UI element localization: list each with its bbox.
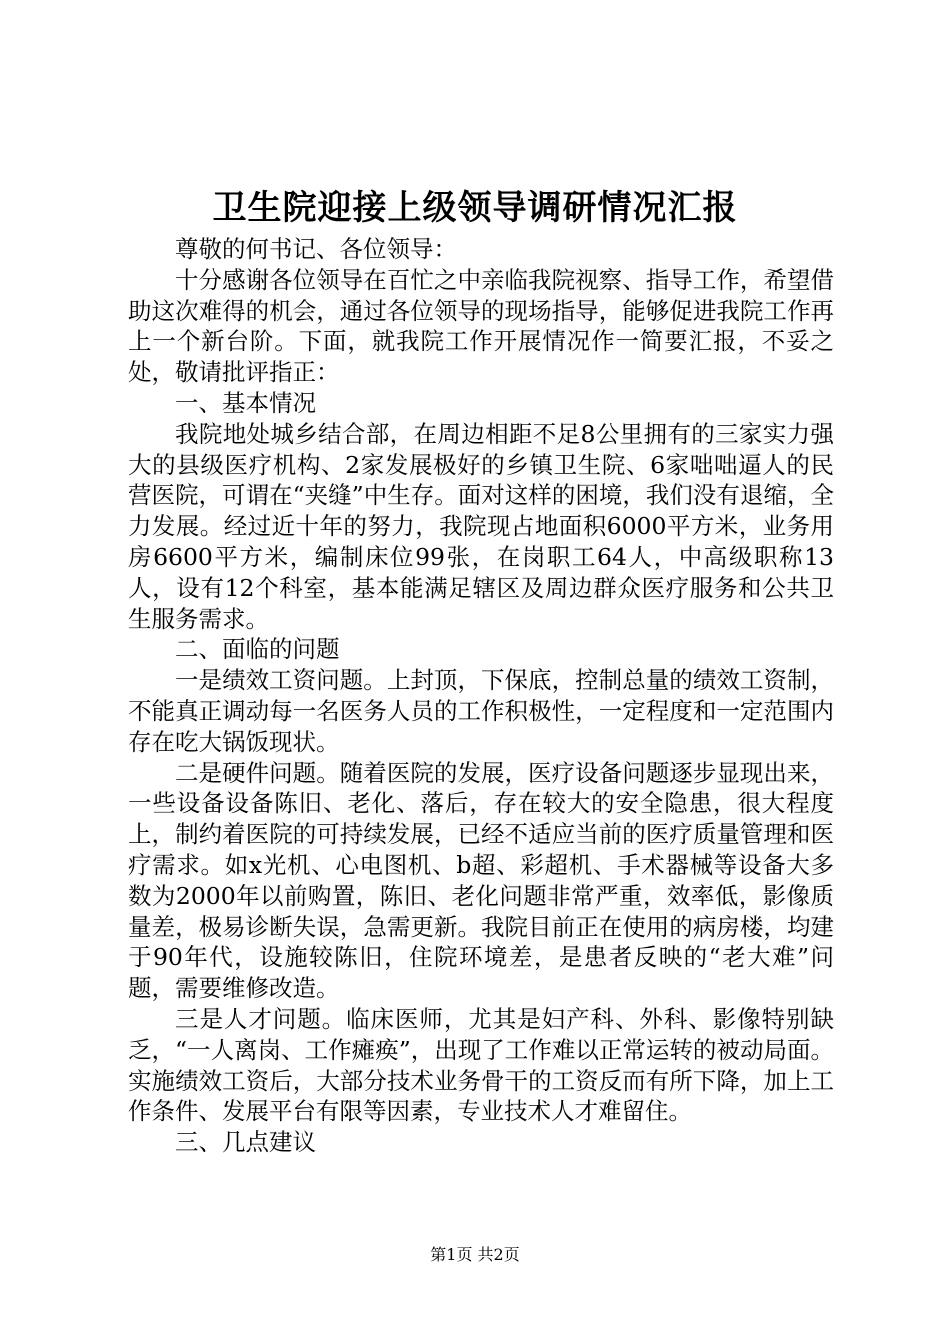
paragraph-intro: 十分感谢各位领导在百忙之中亲临我院视察、指导工作，希望借助这次难得的机会，通过各位领导的现场指导，能够促进我院工作再上一个新台阶。下面，就我院工作开展情况作一简要汇报，不妥之处，敬请批评指正：	[128, 265, 834, 387]
document-body	[128, 234, 834, 1158]
paragraph-problem-salary: 一是绩效工资问题。上封顶，下保底，控制总量的绩效工资制，不能真正调动每一名医务人员的工作积极性，一定程度和一定范围内存在吃大锅饭现状。	[128, 666, 834, 756]
paragraph-basic-info: 我院地处城乡结合部，在周边相距不足8公里拥有的三家实力强大的县级医疗机构、2家发展极好的乡镇卫生院、6家咄咄逼人的民营医院，可谓在“夹缝”中生存。面对这样的困境，我们没有退缩，全力发展。经过近十年的努力，我院现占地面积6000平方米，业务用房6600平方米，编制床位99张，在岗职工64人，中高级职称13人，设有12个科室，基本能满足辖区及周边群众医疗服务和公共卫生服务需求。	[128, 419, 834, 633]
salutation: 尊敬的何书记、各位领导：	[175, 235, 457, 263]
paragraph-problem-hardware: 二是硬件问题。随着医院的发展，医疗设备问题逐步显现出来，一些设备设备陈旧、老化、落后，存在较大的安全隐患，很大程度上，制约着医院的可持续发展，已经不适应当前的医疗质量管理和医疗需求。如x光机、心电图机、b超、彩超机、手术器械等设备大多数为2000年以前购置，陈旧、老化问题非常严重，效率低，影像质量差，极易诊断失误，急需更新。我院目前正在使用的病房楼，均建于90年代，设施较陈旧，住院环境差，是患者反映的“老大难”问题，需要维修改造。	[128, 758, 834, 1003]
document-title: 卫生院迎接上级领导调研情况汇报	[212, 188, 738, 228]
page-number-footer: 第1页 共2页	[430, 1245, 520, 1264]
section-heading-suggestions: 三、几点建议	[175, 1128, 316, 1157]
paragraph-problem-talent: 三是人才问题。临床医师，尤其是妇产科、外科、影像特别缺乏，“一人离岗、工作瘫痪”，出现了工作难以正常运转的被动局面。实施绩效工资后，大部分技术业务骨干的工资反而有所下降，加上工作条件、发展平台有限等因素，专业技术人才难留住。	[128, 1004, 834, 1126]
section-heading-basic-info: 一、基本情况	[175, 388, 316, 417]
section-heading-problems: 二、面临的问题	[175, 635, 340, 664]
